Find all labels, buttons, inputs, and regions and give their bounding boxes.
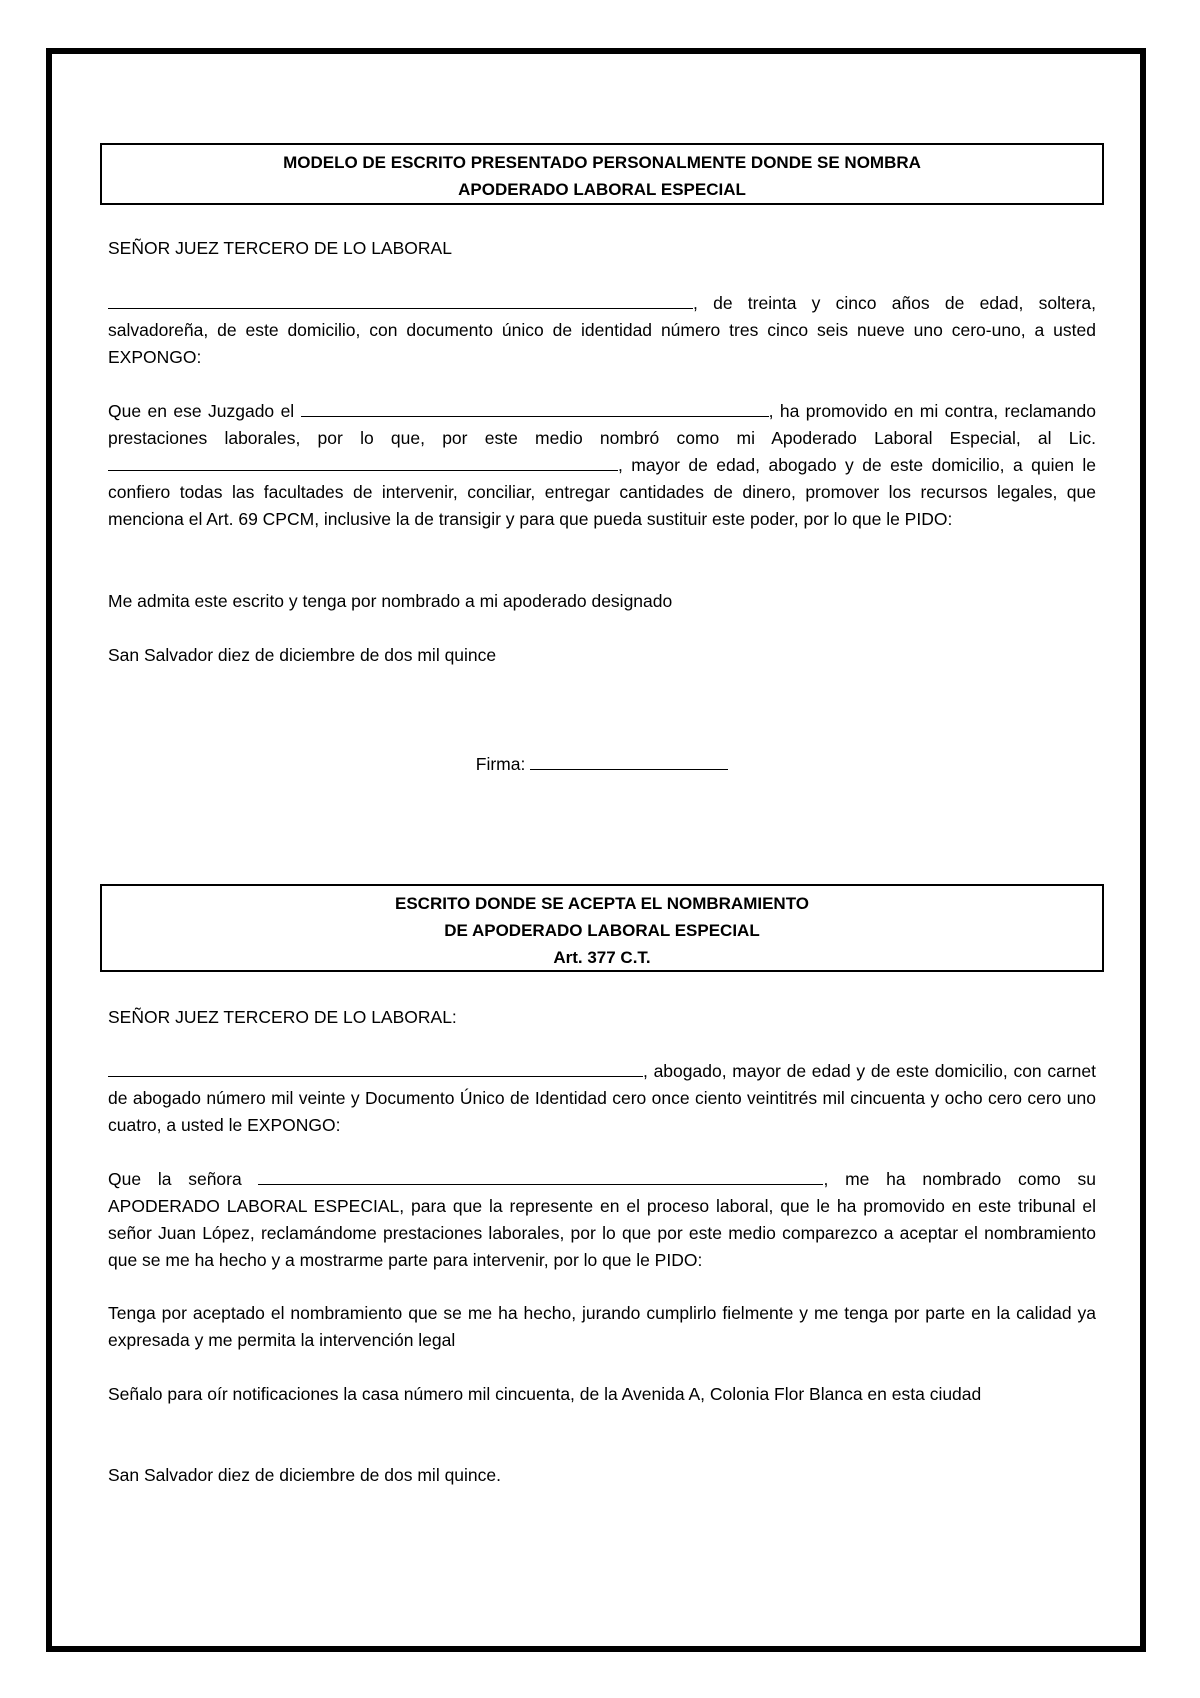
section1-request-text: Me admita este escrito y tenga por nombrado a mi apoderado designado: [108, 591, 673, 611]
section1-title-box: [100, 143, 1104, 205]
section2-addressee-text: SEÑOR JUEZ TERCERO DE LO LABORAL:: [108, 1007, 457, 1027]
section1-p2-a: Que en ese Juzgado el: [108, 401, 301, 421]
section2-p2-a: Que la señora: [108, 1169, 259, 1189]
signature-line: [108, 751, 1096, 778]
section2-paragraph1: [108, 1058, 1096, 1139]
section2-p2-b: , me ha nombrado como su APODERADO LABORAL ESPECIAL, para que la represente en el proceso laboral, que le ha promovido en este tribunal el señor Juan López, reclamándome prestaciones laborales, por lo que por este medio comparezco a aceptar el nombramiento que se me ha hecho y a mostrarme parte para intervenir, por lo que le PIDO:: [108, 1169, 1096, 1270]
section2-title-line1: ESCRITO DONDE SE ACEPTA EL NOMBRAMIENTO: [394, 894, 810, 913]
section1-title-line1: MODELO DE ESCRITO PRESENTADO PERSONALMENTE DONDE SE NOMBRA: [283, 153, 921, 172]
section1-p2-b: , ha promovido en mi contra, reclamando prestaciones laborales, por lo que, por este medio nombró como mi Apoderado Laboral Especial, al Lic.: [108, 401, 1096, 448]
lawyer-name-blank[interactable]: [108, 452, 618, 471]
document-content: [108, 0, 1096, 1698]
section1-paragraph2: [108, 398, 1096, 533]
signature-blank[interactable]: [530, 751, 728, 770]
client-name-blank[interactable]: [258, 1166, 823, 1185]
section1-paragraph1: [108, 290, 1096, 371]
name-blank[interactable]: [108, 290, 693, 309]
section1-addressee-text: SEÑOR JUEZ TERCERO DE LO LABORAL: [108, 238, 452, 258]
section1-p2-c: , mayor de edad, abogado y de este domicilio, a quien le confiero todas las facultades de intervenir, conciliar, entregar cantidades de dinero, promover los recursos legales, que menciona el Art. 69 CPCM, inclusive la de transigir y para que pueda sustituir este poder, por lo que le PIDO:: [108, 455, 1096, 529]
lawyer-blank[interactable]: [108, 1058, 643, 1077]
section1-p1-text: , de treinta y cinco años de edad, soltera, salvadoreña, de este domicilio, con documento único de identidad número tres cinco seis nueve uno cero-uno, a usted EXPONGO:: [108, 293, 1096, 367]
section2-request-text: Tenga por aceptado el nombramiento que se me ha hecho, jurando cumplirlo fielmente y me tenga por parte en la calidad ya expresada y me permita la intervención legal: [108, 1303, 1096, 1350]
section2-place-date: [108, 1462, 1096, 1489]
section2-p1-text: , abogado, mayor de edad y de este domicilio, con carnet de abogado número mil veinte y Documento Único de Identidad cero once ciento veintitrés mil cincuenta y ocho cero cero uno cuatro, a usted le EXPONGO:: [108, 1061, 1096, 1135]
section2-paragraph2: [108, 1166, 1096, 1274]
section2-title-line2: DE APODERADO LABORAL ESPECIAL: [444, 921, 760, 940]
section2-place-date-text: San Salvador diez de diciembre de dos mil quince.: [108, 1465, 501, 1485]
plaintiff-blank[interactable]: [301, 398, 769, 417]
section1-place-date-text: San Salvador diez de diciembre de dos mil quince: [108, 645, 497, 665]
section2-notifications-text: Señalo para oír notificaciones la casa número mil cincuenta, de la Avenida A, Colonia Flor Blanca en esta ciudad: [108, 1384, 982, 1404]
section2-notifications: [108, 1381, 1096, 1408]
section2-addressee: [108, 1004, 1096, 1031]
section2-title-box: [100, 884, 1104, 972]
section2-request: [108, 1300, 1096, 1354]
section1-request: [108, 588, 1096, 615]
signature-label: Firma:: [475, 754, 531, 774]
section1-addressee: [108, 235, 1096, 262]
section2-title-line3: Art. 377 C.T.: [553, 948, 651, 967]
section1-title-line2: APODERADO LABORAL ESPECIAL: [458, 180, 746, 199]
section1-place-date: [108, 642, 1096, 669]
